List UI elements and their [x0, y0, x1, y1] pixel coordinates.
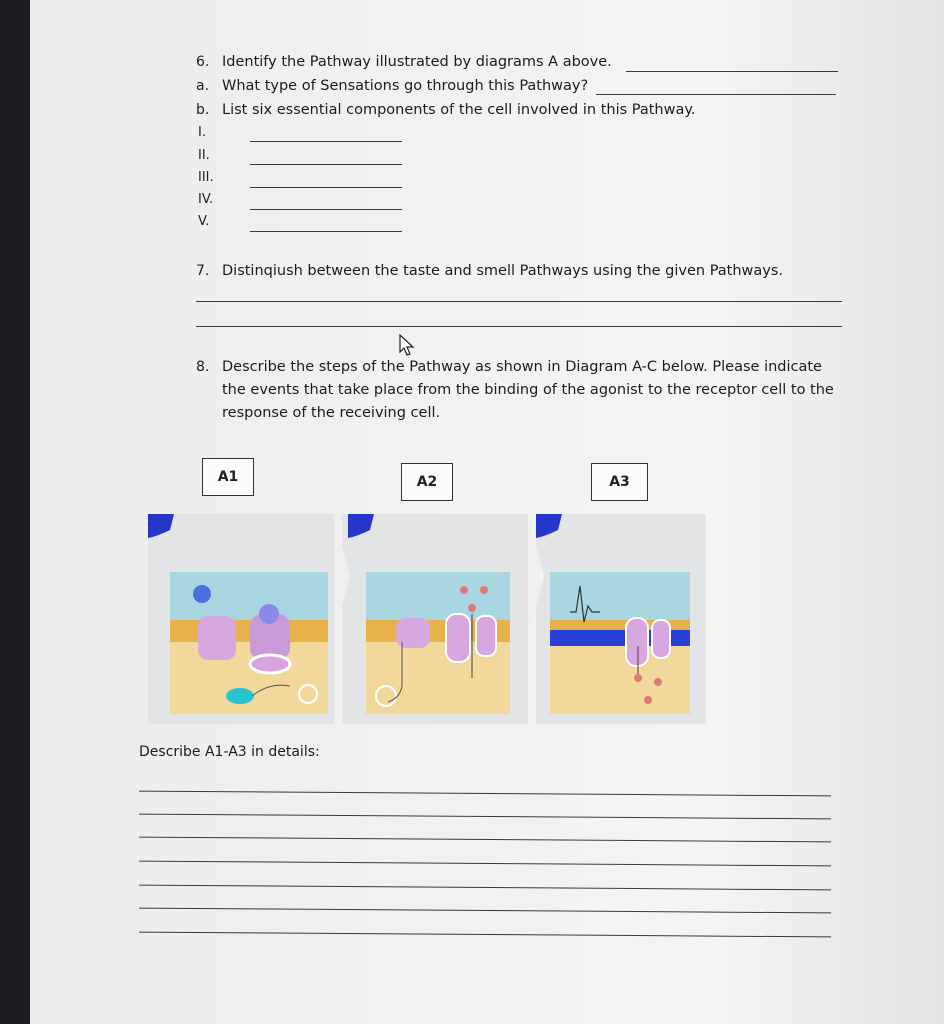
signal-pathway-diagram [140, 506, 710, 726]
q6-text: Identify the Pathway illustrated by diagrams A above. [222, 54, 612, 70]
a3-channel-right [652, 620, 670, 658]
a1-alpha-subunit [250, 655, 290, 673]
a3-ion-1 [634, 674, 642, 682]
q6-item-5-line [250, 231, 402, 232]
q6-answer-line [626, 71, 838, 72]
q6-number: 6. [196, 54, 210, 70]
a2-ion-3 [468, 604, 476, 612]
a1-membrane [170, 620, 328, 642]
q6-item-2-line [250, 164, 402, 165]
a3-ion-3 [644, 696, 652, 704]
q6a-answer-line [596, 94, 836, 95]
a1-ligand [193, 585, 211, 603]
a1-g-protein [259, 604, 279, 624]
q6-item-4-line [250, 209, 402, 210]
a2-ion-1 [460, 586, 468, 594]
q8-text-line-3: response of the receiving cell. [222, 405, 441, 421]
a2-ion-2 [480, 586, 488, 594]
q8-number: 8. [196, 359, 210, 375]
q6-item-1-marker: I. [198, 125, 206, 140]
diagram-label-a1: A1 [202, 458, 254, 496]
q6-item-1-line [250, 141, 402, 142]
q6-item-3-line [250, 187, 402, 188]
q8-text-line-1: Describe the steps of the Pathway as shown in Diagram A-C below. Please indicate [222, 359, 822, 375]
a1-receptor [198, 616, 236, 660]
a2-channel-right [476, 616, 496, 656]
q7-number: 7. [196, 263, 210, 279]
q6b-marker: b. [196, 102, 210, 118]
q6-item-3-marker: III. [198, 170, 214, 185]
q6a-marker: a. [196, 78, 210, 94]
q6-item-2-marker: II. [198, 148, 210, 163]
q8-text-line-2: the events that take place from the binding of the agonist to the receptor cell to the [222, 382, 834, 398]
q7-answer-line-2 [196, 326, 842, 327]
q6b-text: List six essential components of the cell involved in this Pathway. [222, 102, 696, 118]
q7-text: Distinqiush between the taste and smell Pathways using the given Pathways. [222, 263, 784, 279]
q6a-text: What type of Sensations go through this Pathway? [222, 78, 589, 94]
mouse-pointer-icon [398, 333, 416, 357]
q6-item-4-marker: IV. [198, 192, 214, 207]
a2-channel-left [446, 614, 470, 662]
diagram-label-a2: A2 [401, 463, 453, 501]
a3-ion-2 [654, 678, 662, 686]
a2-extracellular [366, 572, 510, 620]
a2-receptor [396, 618, 430, 648]
diagram-label-a3: A3 [591, 463, 648, 501]
a3-extracellular [550, 572, 690, 620]
a3-channel-left [626, 618, 648, 666]
q7-answer-line-1 [196, 301, 842, 302]
describe-prompt: Describe A1-A3 in details: [139, 744, 320, 760]
a1-effector [226, 688, 254, 704]
q6-item-5-marker: V. [198, 214, 210, 229]
